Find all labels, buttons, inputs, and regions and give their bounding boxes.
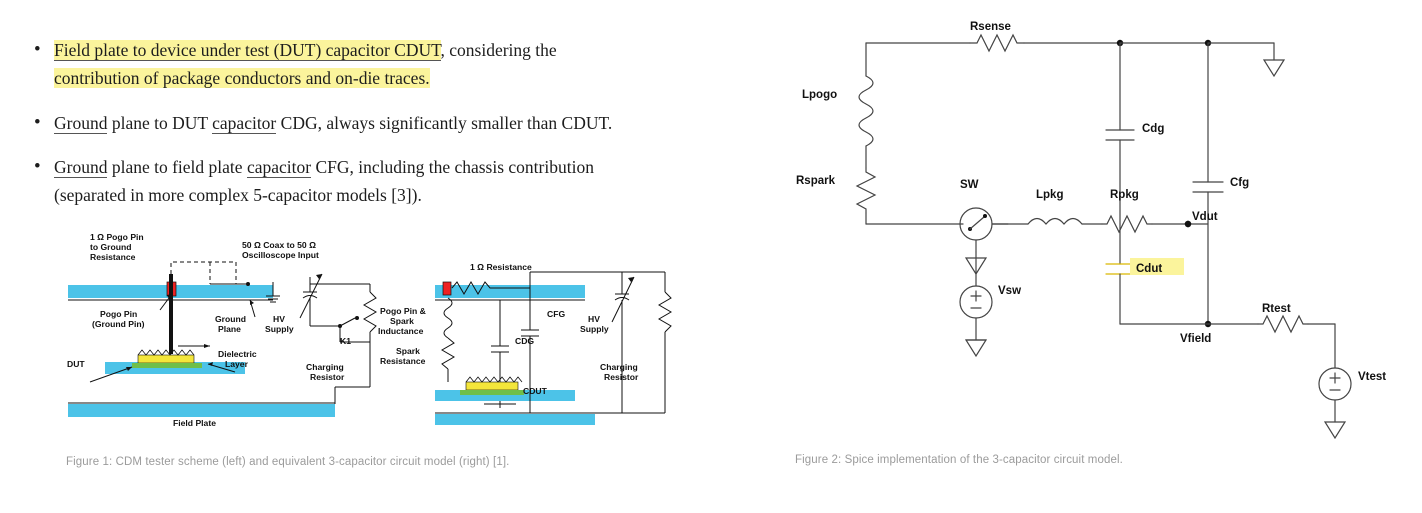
fig2-label-vtest: Vtest xyxy=(1358,371,1387,383)
figure-1-caption: Figure 1: CDM tester scheme (left) and equivalent 3-capacitor circuit model (right) [1]. xyxy=(66,456,510,468)
fig2-label-vfield: Vfield xyxy=(1180,333,1212,345)
fig2-label-cdg: Cdg xyxy=(1142,123,1165,135)
bullet-1-rest: , considering the xyxy=(440,40,557,60)
fig1-label-k1: K1 xyxy=(340,336,351,346)
fig2-label-cfg: Cfg xyxy=(1230,177,1250,189)
bullet-3-b: plane to field plate xyxy=(107,157,247,178)
fig1-label-hv-right: HV xyxy=(588,314,600,324)
fig1-label-charging-right: Charging xyxy=(600,362,638,372)
fig2-label-cdut: Cdut xyxy=(1136,263,1163,275)
bullet-1-highlight-1 xyxy=(54,40,441,60)
figure-1 xyxy=(60,222,680,450)
fig1-label-hv: HV xyxy=(273,314,285,324)
list-item xyxy=(54,153,744,210)
fig2-label-vsw: Vsw xyxy=(998,285,1022,297)
fig1-label-cdut: CDUT xyxy=(523,386,547,396)
bullet-3-ground: Ground xyxy=(54,157,108,178)
fig1-label-spark-res-2: Resistance xyxy=(380,356,426,366)
fig1-label-charging: Charging xyxy=(306,362,344,372)
list-item xyxy=(54,36,744,93)
fig1-label-dielectric: Dielectric xyxy=(218,349,257,359)
bullet-2-capacitor: capacitor xyxy=(212,112,277,133)
fig1-label-dut: DUT xyxy=(67,359,85,369)
fig1-label-charging-2: Resistor xyxy=(310,372,345,382)
fig1-label-field-plate: Field Plate xyxy=(173,418,216,428)
fig1-label-pogo-resistance: 1 Ω Pogo Pin xyxy=(90,232,144,242)
fig1-label-pogo-pin: Pogo Pin xyxy=(100,309,138,319)
fig1-label-pogo-resistance-2: to Ground xyxy=(90,242,132,252)
fig2-label-rspark: Rspark xyxy=(796,175,835,187)
fig2-label-rsense: Rsense xyxy=(970,21,1011,33)
fig2-label-vdut: Vdut xyxy=(1192,211,1218,223)
fig2-label-lpogo: Lpogo xyxy=(802,89,838,101)
fig1-label-pogo-spark: Pogo Pin & xyxy=(380,306,426,316)
figure-2-caption: Figure 2: Spice implementation of the 3-capacitor circuit model. xyxy=(795,454,1123,466)
fig1-label-pogo-spark-3: Inductance xyxy=(378,326,424,336)
fig1-label-pogo-spark-2: Spark xyxy=(390,316,414,326)
fig1-label-ground-plane-2: Plane xyxy=(218,324,241,334)
fig1-label-cdg: CDG xyxy=(515,336,535,346)
right-column xyxy=(780,0,1422,513)
fig1-label-ground-plane: Ground xyxy=(215,314,247,324)
bullet-2-b: plane to DUT xyxy=(107,112,213,133)
fig1-label-dielectric-2: Layer xyxy=(225,359,248,369)
bullet-2-ground: Ground xyxy=(54,112,108,133)
figure-2 xyxy=(790,8,1422,448)
fig2-label-lpkg: Lpkg xyxy=(1036,189,1064,201)
fig1-label-pogo-pin-2: (Ground Pin) xyxy=(92,319,145,329)
fig2-label-sw: SW xyxy=(960,179,979,191)
bullet-1-highlight-2: contribution of package conductors and on-die traces. xyxy=(54,68,430,89)
fig1-label-hv-2: Supply xyxy=(265,324,294,334)
bullet-2-d: CDG, always significantly smaller than CDUT. xyxy=(276,112,613,133)
fig1-label-cfg: CFG xyxy=(547,309,566,319)
bullet-3-d: CFG, including the chassis contribution xyxy=(311,157,594,178)
fig1-label-hv-right-2: Supply xyxy=(580,324,609,334)
fig1-label-pogo-resistance-3: Resistance xyxy=(90,252,136,262)
fig2-label-rpkg: Rpkg xyxy=(1110,189,1139,201)
fig1-label-charging-right-2: Resistor xyxy=(604,372,639,382)
list-item xyxy=(54,109,744,137)
bullet-1-text-a: Field plate to device under test (DUT) capacitor CDUT xyxy=(54,40,441,60)
fig1-label-coax: 50 Ω Coax to 50 Ω xyxy=(242,240,316,250)
fig1-label-one-ohm: 1 Ω Resistance xyxy=(470,262,532,272)
fig2-label-rtest: Rtest xyxy=(1262,303,1291,315)
fig1-label-spark-res: Spark xyxy=(396,346,420,356)
fig1-label-coax-2: Oscilloscope Input xyxy=(242,250,319,260)
bullet-3-capacitor: capacitor xyxy=(246,157,312,178)
bullet-3-e: (separated in more complex 5-capacitor models [3]). xyxy=(54,185,422,206)
bullet-list xyxy=(0,0,780,210)
